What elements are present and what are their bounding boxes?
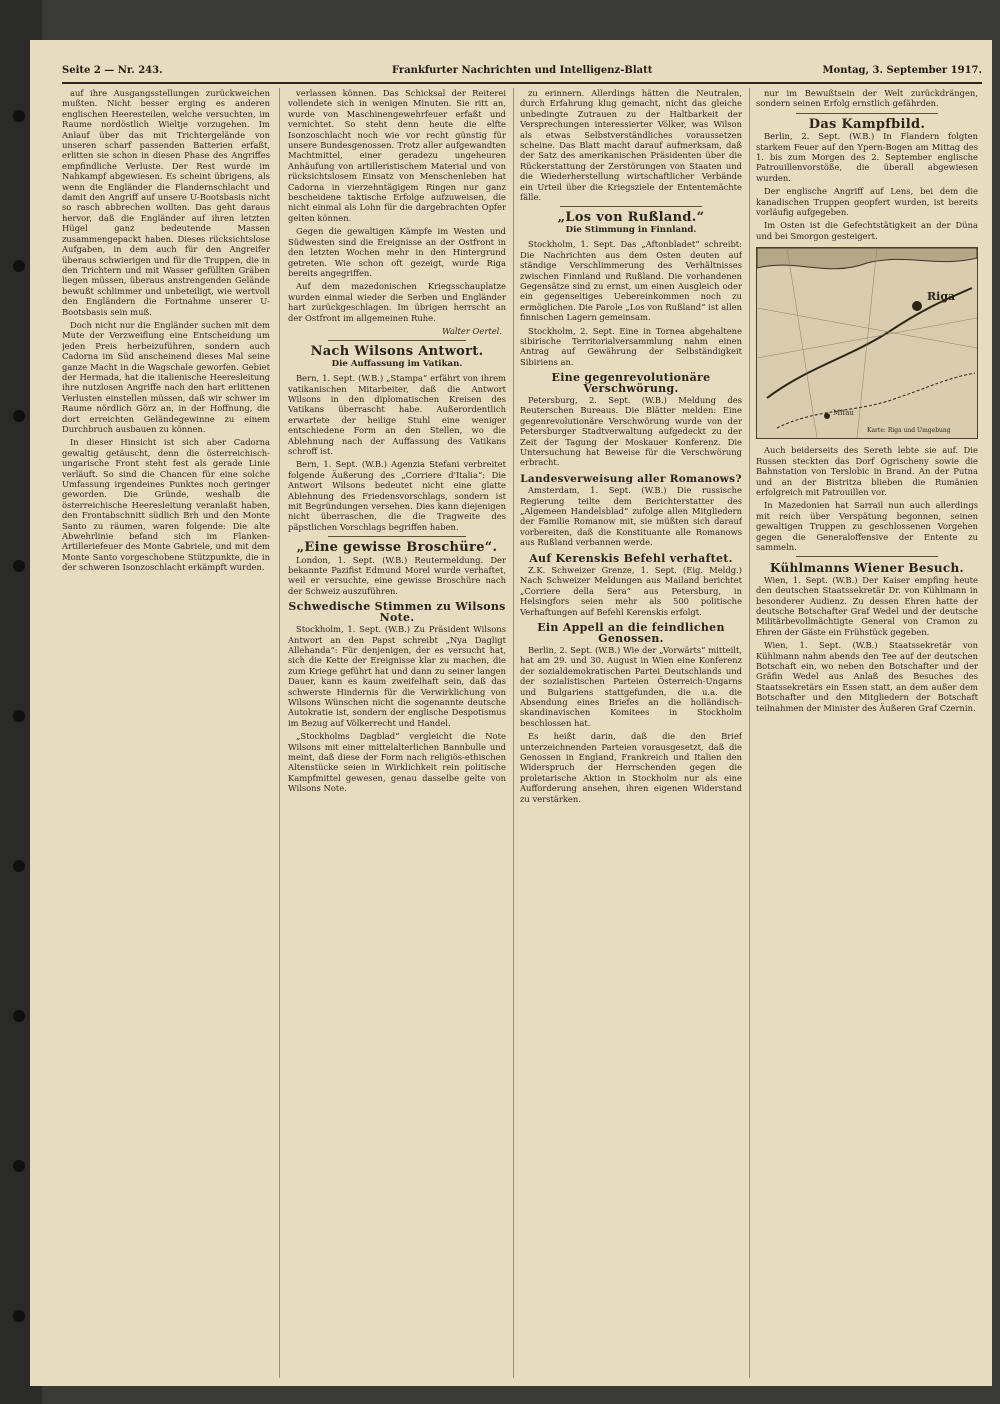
column-4 (756, 88, 978, 1378)
headline-wilson: Nach Wilsons Antwort. (310, 344, 484, 360)
article-paragraph: Auch beiderseits des Sereth lebte sie auf. Die Russen steckten das Dorf Ogrischeny sowie die Bahnstation von Terslobic in Brand. An der Putna und an der Bistritza blieben die Rumänien erfolgreich mit Patrouillen vor. (756, 445, 978, 497)
map-label-city: Riga (927, 290, 956, 304)
headline-romanows: Landesverweisung aller Romanows? (520, 472, 742, 485)
article-paragraph: Auf dem mazedonischen Kriegsschauplatze wurden einmal wieder die Serben und Engländer hart zurückgeschlagen. Im übrigen herrscht an der Ostfront im allgemeinen Ruhe. (288, 281, 506, 323)
article-paragraph: Im Osten ist die Gefechtstätigkeit an der Düna und bei Smorgon gesteigert. (756, 220, 978, 241)
column-divider (749, 88, 750, 1378)
article-paragraph: Berlin, 2. Sept. (W.B.) Wie der „Vorwärts“ mitteilt, hat am 29. und 30. August in Wien eine Konferenz der sozialdemokratischen Partei Deutschlands und der sozialistischen Parteien Österreich-Ungarns und Bulgariens stattgefunden, die u.a. die Absendung eines Briefes an die holländisch-skandinavischen Komitees in Stockholm beschlossen hat. (520, 644, 742, 728)
column-divider (279, 88, 280, 1378)
headline-los-von-russland: „Los von Rußland.“ (557, 210, 705, 226)
article-paragraph: Petersburg, 2. Sept. (W.B.) Meldung des Reuterschen Bureaus. Die Blätter melden: Eine gegenrevolutionäre Verschwörung wurde von der Petersburger Stadtverwaltung aufgedeckt zu der Zeit der Tagung der Moskauer Konferenz. Die Untersuchung hat Beweise für die Verschwörung erbracht. (520, 394, 742, 468)
article-paragraph: „Stockholms Dagblad“ vergleicht die Note Wilsons mit einer mittelalterlichen Bannbulle und meint, daß diese der Form nach religiös-ethischen Altenstücke seien in Wirklichkeit rein politische Kampfmittel gewesen, genau dasselbe gelte von Wilsons Note. (288, 731, 506, 794)
binding-hole (13, 860, 25, 872)
binding-hole (13, 1310, 25, 1322)
headline-verschwoerung: Eine gegenrevolutionäre Verschwörung. (551, 371, 711, 395)
article-paragraph: Der englische Angriff auf Lens, bei dem die kanadischen Truppen geopfert wurden, ist bereits vorläufig aufgegeben. (756, 186, 978, 218)
column-1 (62, 88, 270, 1378)
binding-hole (13, 710, 25, 722)
article-paragraph: Doch nicht nur die Engländer suchen mit dem Mute der Verzweiflung eine Entscheidung um jeden Preis herbeizuführen, sondern auch Cadorna im Süd anscheinend dieses Mal seine ganze Macht in die Wagschale geworfen. Gebiet der Hermada, hat die italienische Heeresleitung ihre nutzlosen Angriffe nach den hart erlittenen Verlusten einstellen müssen, daß wir schwer im Raume nördlich Görz an, in der Hoffnung, die dort erreichten Geländegewinne zu einem Durchbruch ausbauen zu können. (62, 319, 270, 434)
article-paragraph: London, 1. Sept. (W.B.) Reutermeldung. Der bekannte Pazifist Edmund Morel wurde verhaftet, weil er versuchte, eine gewisse Broschüre nach der Schweiz auszuführen. (288, 554, 506, 596)
headline-kuehlmann: Kühlmanns Wiener Besuch. (769, 561, 964, 576)
page-header (62, 62, 982, 84)
binding-hole (13, 410, 25, 422)
duena-river (767, 288, 972, 398)
article-paragraph: nur im Bewußtsein der Welt zurückdrängen, sondern seinen Erfolg ernstlich gefährden. (756, 88, 978, 109)
headline-kampfbild: Das Kampfbild. (808, 116, 926, 132)
article-paragraph: Bern, 1. Sept. (W.B.) Agenzia Stefani verbreitet folgende Äußerung des „Corriere d'Italia“: Die Antwort Wilsons bedeutet nicht eine glatte Ablehnung des Friedensvorschlags, sondern ist mit Begründungen versehen. Dies kann diejenigen nicht überraschen, die die Tragweite des päpstlichen Vorschlags begriffen haben. (288, 459, 506, 532)
section-rule (328, 340, 466, 341)
column-2 (288, 88, 506, 1378)
section-rule (796, 113, 938, 114)
article-paragraph: Stockholm, 1. Sept. Das „Aftonbladet“ schreibt: Die Nachrichten aus dem Osten deuten auf ständige Verschlimmerung des Verhältnisses zwischen Finnland und Rußland. Die vorhandenen Gegensätze sind zu ernst, um einen Ausgleich oder ein gegenseitiges Uebereinkommen noch zu ermöglichen. Die Parole „Los von Rußland“ ist allen finnischen Lagern gemeinsam. (520, 239, 742, 323)
article-paragraph: auf ihre Ausgangsstellungen zurückweichen mußten. Nicht besser erging es anderen englischen Heeresteilen, welche versuchten, im Raume nordöstlich Wieltje vorzugehen. Im Anlauf über das mit Trichtergelände von unseren scharf passenden Batterien erfaßt, erlitten sie schon in diesen Phase des Angriffes empfindliche Verluste. Der Rest wurde im Nahkampf abgewiesen. Es scheint übrigens, als wenn die Engländer die Flandernschlacht und damit den Angriff auf unsere U-Bootsbasis nicht so rasch abbrechen wollten. Das geht daraus hervor, daß die Engländer auf ihren letzten Hügel ganz bedeutende Massen zusammengepackt haben. Dieses rücksichtslose Aufgaben, in dem auch für den Angreifer überaus schwierigen und für die Truppen, die in den Trichtern und mit Wasser gefüllten Gräben liegen müssen, überaus anstrengenden Gelände bewußt schlimmer und unbeteiligt, wie wertvoll den Engländern die Fortnahme unserer U-Bootsbasis sein muß. (62, 88, 270, 317)
section-rule (560, 206, 702, 207)
subheadline-vatikan: Die Auffassung im Vatikan. (331, 358, 463, 369)
headline-appell: Ein Appell an die feindlichen Genossen. (537, 621, 725, 645)
section-rule (796, 556, 938, 557)
article-paragraph: In dieser Hinsicht ist sich aber Cadorna gewaltig getäuscht, denn die österreichisch-ungarische Front steht fest als gerade Linie verläuft. So sind die Chancen für eine solche Umfassung irgendeines Punktes noch geringer geworden. Die Gründe, weshalb die österreichische Heeresleitung veranlaßt haben, den Frontabschnitt südlich Brh und den Monte Santo zu räumen, waren folgende: Die alte Abwehrlinie befand sich im Flanken-Artilleriefeuer des Monte Gabriele, und mit dem Monte Santo vorgeschobene Stützpunkte, die in der schweren Isonzoschlacht erkämpft wurden. (62, 437, 270, 573)
headline-broschuere: „Eine gewisse Broschüre“. (296, 540, 498, 556)
headline-kerenski: Auf Kerenskis Befehl verhaftet. (529, 551, 733, 565)
riga-map (756, 247, 978, 439)
city-marker (912, 301, 922, 311)
binding-hole (13, 110, 25, 122)
article-paragraph: Wien, 1. Sept. (W.B.) Der Kaiser empfing heute den deutschen Staatssekretär Dr. von Kühlmann in besonderer Audienz. Zu dessen Ehren hatte der deutsche Botschafter Graf Wedel und der deutsche Militärbevollmächtigte General von Cramon zu Ehren der Gäste ein Frühstück gegeben. (756, 574, 978, 637)
masthead-title: Frankfurter Nachrichten und Intelligenz-Blatt (392, 65, 653, 76)
issue-date: Montag, 3. September 1917. (822, 65, 982, 76)
page-number: Seite 2 — Nr. 243. (62, 65, 163, 76)
article-paragraph: In Mazedonien hat Sarrail nun auch allerdings mit reich über Verspätung begonnen, seinen gewaltigen Truppen zu geschlossenen Vorgehen gegen die Generaloffensive der Entente zu sammeln. (756, 500, 978, 552)
article-paragraph: Amsterdam, 1. Sept. (W.B.) Die russische Regierung teilte dem Berichterstatter des „Algemeen Handelsblad“ zufolge allen Mitgliedern der Familie Romanow mit, sie müßten sich darauf vorbereiten, daß die Konstituante alle Romanows aus Rußland verbannen werde. (520, 485, 742, 548)
binding-hole (13, 1160, 25, 1172)
front-line (777, 373, 975, 428)
article-paragraph: Es heißt darin, daß die den Brief unterzeichnenden Parteien vorausgesetzt, daß die Genossen in England, Frankreich und Italien den Widerspruch der Herrschenden gegen die proletarische Aktion in Stockholm nur als eine Aufforderung ansehen, ihren eigenen Widerstand zu verstärken. (520, 731, 742, 804)
article-paragraph: Gegen die gewaltigen Kämpfe im Westen und Südwesten sind die Ereignisse an der Ostfront in den letzten Wochen mehr in den Hintergrund getreten. Wie schon oft gezeigt, wurde Riga bereits angegriffen. (288, 226, 506, 278)
newspaper-page (30, 40, 992, 1386)
town-marker (824, 413, 830, 419)
article-paragraph: verlassen können. Das Schicksal der Reiterei vollendete sich in wenigen Minuten. Sie ritt an, wurde von Maschinengewehrfeuer erfaßt und vernichtet. So steht denn heute die elfte Isonzoschlacht noch wie vor recht günstig für unsere Bundesgenossen. Trotz aller aufgewandten Machtmittel, einer geradezu ungeheuren Anhäufung von artilleristischem Material und von rücksichtslosem Einsatz von Menschenleben hat Cadorna in vierzehntägigem Ringen nur ganz bescheidene taktische Erfolge aufzuweisen, die nicht einmal als Lohn für die dargebrachten Opfer gelten können. (288, 88, 506, 223)
column-3 (520, 88, 742, 1378)
binding-hole (13, 260, 25, 272)
article-paragraph: Stockholm, 2. Sept. Eine in Tornea abgehaltene sibirische Territorialversammlung nahm einen Antrag auf Gewährung der Selbständigkeit Sibiriens an. (520, 325, 742, 367)
article-paragraph: Berlin, 2. Sept. (W.B.) In Flandern folgten starkem Feuer auf den Ypern-Bogen am Mittag des 1. bis zum Morgen des 2. September englische Patrouillenvorstöße, die überall abgewiesen wurden. (756, 131, 978, 183)
article-paragraph: Stockholm, 1. Sept. (W.B.) Zu Präsident Wilsons Antwort an den Papst schreibt „Nya Dagligt Allehanda“: Für denjenigen, der es versucht hat, sich die Kette der Ereignisse klar zu machen, die zum Kriege geführt hat und dann zu seiner langen Dauer, kann es kaum zweifelhaft sein, daß das schwerste Hindernis für die Verwirklichung von Wilsons Wünschen nicht die sogenannte deutsche Autokratie ist, sondern der englische Despotismus im Bezug auf Völkerrecht und Handel. (288, 624, 506, 728)
binding-hole (13, 560, 25, 572)
article-paragraph: zu erinnern. Allerdings hätten die Neutralen, durch Erfahrung klug gemacht, nicht das gleiche unbedingte Zutrauen zu der Haltbarkeit der Versprechungen interessierter Völker, was Wilson als etwas Selbstverständliches voraussetzen scheine. Das Blatt macht darauf aufmerksam, daß der Satz des amerikanischen Präsidenten über die Rückerstattung der Zerstörungen von Staaten und die Wiederherstellung wirtschaftlicher Verbände ein Urteil über die Kriegsziele der Ententemächte fälle. (520, 88, 742, 203)
article-paragraph: Bern, 1. Sept. (W.B.) „Stampa“ erfährt von ihrem vatikanischen Mitarbeiter, daß die Antwort Wilsons in den diplomatischen Kreisen des Vatikans überrascht habe. Außerordentlich erwartete der heilige Stuhl eine weniger entschiedene Form an den Stellen, wo die Ablehnung nach der Auffassung des Vatikans schroff ist. (288, 373, 506, 456)
map-label-town: Mitau (833, 409, 854, 418)
map-grid (757, 248, 977, 438)
article-paragraph: Wien, 1. Sept. (W.B.) Staatssekretär von Kühlmann nahm abends den Tee auf der deutschen Botschaft ein, wo neben den Botschafter und der Gräfin Wedel aus Anlaß des Besuches des Staatssekretärs ein Essen statt, an dem außer dem Botschafter und den Mitgliedern der Botschaft teilnahmen der Minister des Äußeren Graf Czernin. (756, 640, 978, 713)
binding-hole (13, 1010, 25, 1022)
map-drawing (757, 248, 977, 438)
article-author: Walter Oertel. (441, 325, 502, 336)
subheadline-finnland: Die Stimmung in Finnland. (565, 224, 697, 235)
map-credit: Karte: Riga und Umgebung (867, 427, 951, 435)
section-rule (328, 536, 466, 537)
article-paragraph: Z.K. Schweizer Grenze, 1. Sept. (Eig. Meldg.) Nach Schweizer Meldungen aus Mailand berichtet „Corriere della Sera“ aus Petersburg, in Helsingfors seien mehr als 500 politische Verhaftungen auf Befehl Kerenskis erfolgt. (520, 565, 742, 617)
column-divider (513, 88, 514, 1378)
headline-schwedische-stimmen: Schwedische Stimmen zu Wilsons Note. (288, 600, 506, 624)
